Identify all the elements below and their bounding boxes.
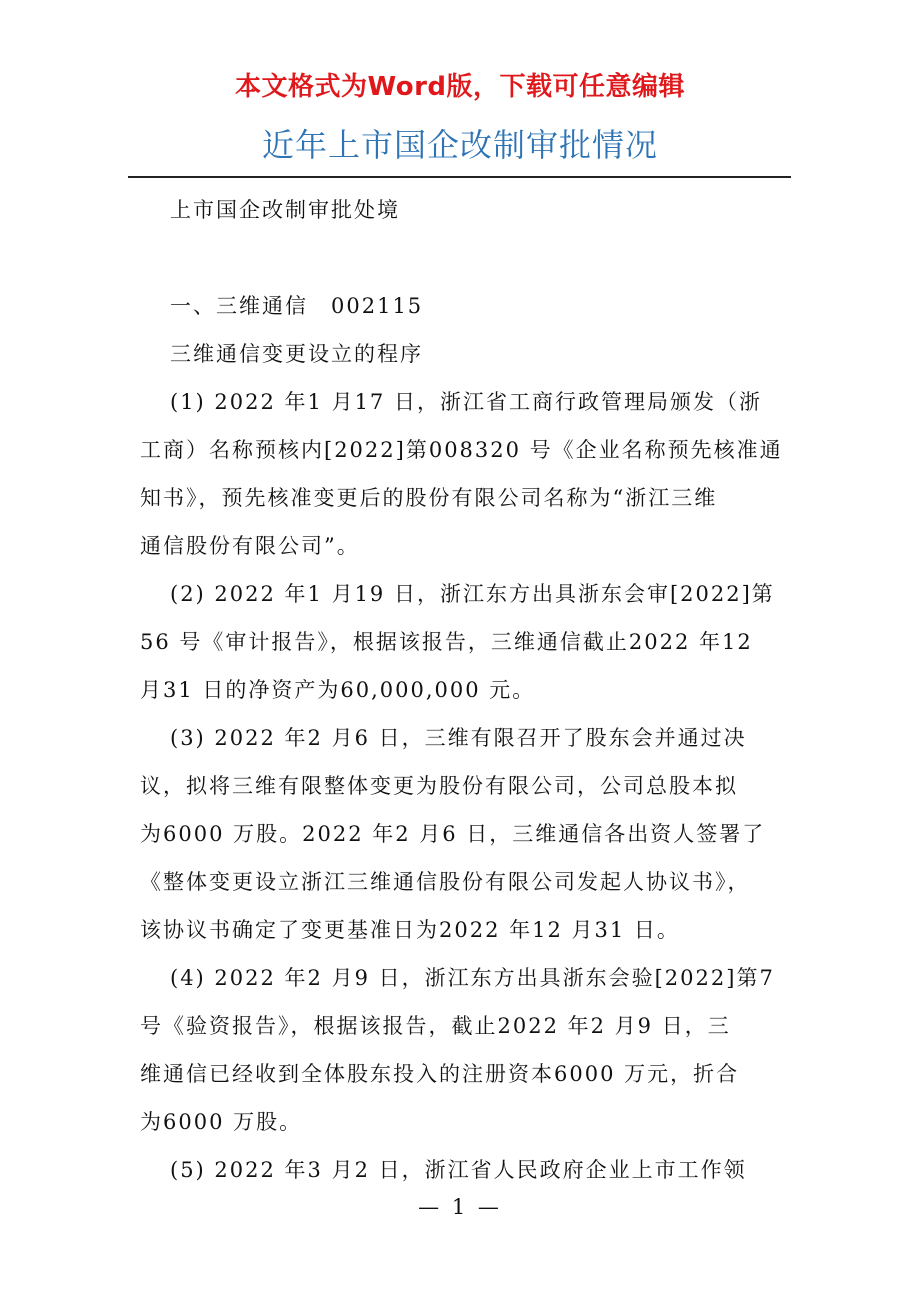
document-body — [140, 186, 782, 1194]
paragraph-line: 议，拟将三维有限整体变更为股份有限公司，公司总股本拟 — [140, 774, 738, 798]
paragraph-line: (2) 2022 年1 月19 日，浙江东方出具浙东会审[2022]第 — [170, 582, 775, 606]
procedure-heading: 三维通信变更设立的程序 — [170, 342, 423, 366]
document-subtitle: 上市国企改制审批处境 — [170, 198, 400, 222]
paragraph-2 — [140, 570, 782, 714]
paragraph-line: 月31 日的净资产为60,000,000 元。 — [140, 678, 536, 702]
paragraph-line: (4) 2022 年2 月9 日，浙江东方出具浙东会验[2022]第7 — [170, 966, 775, 990]
paragraph-line: 56 号《审计报告》，根据该报告，三维通信截止2022 年12 — [140, 630, 753, 654]
paragraph-line: 号《验资报告》，根据该报告，截止2022 年2 月9 日，三 — [140, 1014, 731, 1038]
section-heading: 一、三维通信 002115 — [170, 294, 424, 318]
paragraph-1 — [140, 378, 782, 570]
paragraph-line: 通信股份有限公司”。 — [140, 534, 360, 558]
paragraph-line: (5) 2022 年3 月2 日，浙江省人民政府企业上市工作领 — [170, 1158, 747, 1182]
format-notice-banner: 本文格式为Word版，下载可任意编辑 — [234, 72, 686, 102]
blank-line — [140, 234, 782, 282]
title-divider — [128, 176, 791, 178]
paragraph-line: 为6000 万股。 — [140, 1110, 303, 1134]
paragraph-line: (1) 2022 年1 月17 日，浙江省工商行政管理局颁发（浙 — [170, 390, 762, 414]
paragraph-5 — [140, 1146, 782, 1194]
paragraph-line: 维通信已经收到全体股东投入的注册资本6000 万元，折合 — [140, 1062, 740, 1086]
paragraph-line: 《整体变更设立浙江三维通信股份有限公司发起人协议书》， — [140, 870, 751, 894]
paragraph-line: (3) 2022 年2 月6 日，三维有限召开了股东会并通过决 — [170, 726, 747, 750]
paragraph-3 — [140, 714, 782, 954]
page-number: — 1 — — [418, 1195, 502, 1219]
paragraph-line: 该协议书确定了变更基准日为2022 年12 月31 日。 — [140, 918, 680, 942]
paragraph-line: 为6000 万股。2022 年2 月6 日，三维通信各出资人签署了 — [140, 822, 766, 846]
paragraph-line: 知书》，预先核准变更后的股份有限公司名称为“浙江三维 — [140, 486, 718, 510]
paragraph-4 — [140, 954, 782, 1146]
paragraph-line: 工商）名称预核内[2022]第008320 号《企业名称预先核准通 — [140, 438, 783, 462]
document-title: 近年上市国企改制审批情况 — [261, 126, 658, 164]
